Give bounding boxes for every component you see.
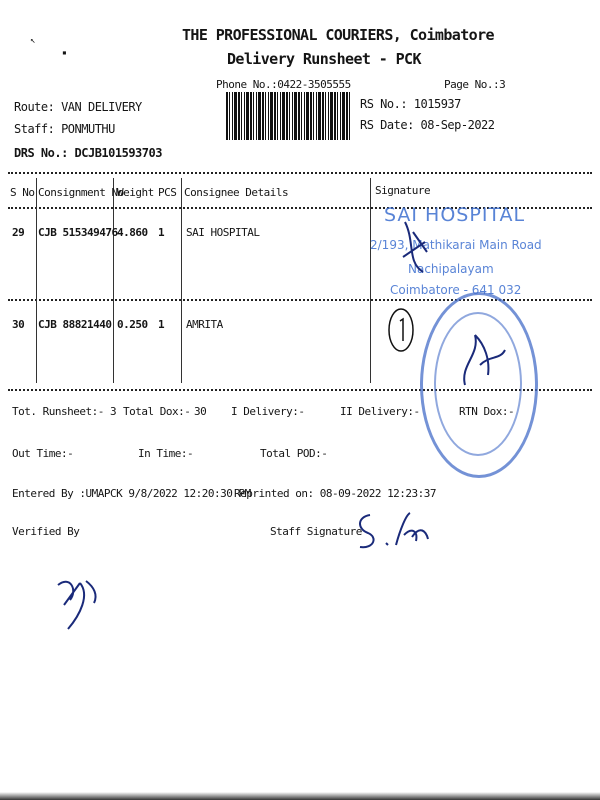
- i-delivery: I Delivery:-: [231, 405, 305, 418]
- rtn-dox: RTN Dox:-: [459, 405, 515, 418]
- stamp-address-line1: 2/193, Mathikarai Main Road: [370, 238, 542, 252]
- column-divider: [181, 178, 182, 383]
- verifier-signature-mark: [50, 565, 110, 635]
- total-dox-value: 30: [194, 405, 207, 418]
- row-weight: 0.250: [117, 318, 148, 331]
- col-header-consignee: Consignee Details: [184, 186, 289, 199]
- reprinted-on: Reprinted on: 08-09-2022 12:23:37: [234, 487, 437, 500]
- verified-by: Verified By: [12, 525, 80, 538]
- barcode: [226, 92, 352, 140]
- col-header-sno: S No: [10, 186, 35, 199]
- row-consignment: CJB 515349476: [38, 226, 118, 239]
- company-title: THE PROFESSIONAL COURIERS, Coimbatore: [182, 26, 494, 44]
- out-time: Out Time:-: [12, 447, 74, 460]
- row-sno: 29: [12, 226, 25, 239]
- scan-mark: ↖: [30, 36, 36, 46]
- row-pcs: 1: [158, 318, 165, 331]
- column-divider: [113, 178, 114, 383]
- col-header-consignment: Consignment No: [38, 186, 124, 199]
- signature-mark-row29: [395, 212, 445, 282]
- col-header-signature: Signature: [375, 184, 431, 197]
- ii-delivery: II Delivery:-: [340, 405, 420, 418]
- row-sno: 30: [12, 318, 25, 331]
- signature-mark-row30: [450, 315, 510, 395]
- col-header-pcs: PCS: [158, 186, 177, 199]
- row-weight: 4.860: [117, 226, 148, 239]
- route-label: Route: VAN DELIVERY: [14, 100, 142, 114]
- rs-number: RS No.: 1015937: [360, 97, 461, 111]
- row-consignment: CJB 88821440: [38, 318, 112, 331]
- staff-signature-mark: [352, 505, 432, 555]
- table-top-rule: [8, 172, 592, 174]
- stamp-address-line2: Nachipalayam: [408, 262, 494, 276]
- column-divider: [36, 178, 37, 383]
- total-pod: Total POD:-: [260, 447, 328, 460]
- staff-signature-label: Staff Signature: [270, 525, 362, 538]
- col-header-weight: Weight: [117, 186, 154, 199]
- round-seal-mark: [386, 305, 416, 355]
- column-divider: [370, 178, 371, 383]
- document-title: Delivery Runsheet - PCK: [227, 50, 421, 68]
- page-number: Page No.:3: [444, 78, 506, 91]
- row-consignee: SAI HOSPITAL: [186, 226, 260, 239]
- entered-by: Entered By :UMAPCK 9/8/2022 12:20:30 PM: [12, 487, 251, 500]
- stamp-address-line3: Coimbatore - 641 032: [390, 283, 522, 297]
- row-consignee: AMRITA: [186, 318, 223, 331]
- in-time: In Time:-: [138, 447, 194, 460]
- staff-label: Staff: PONMUTHU: [14, 122, 115, 136]
- scan-edge: [0, 792, 600, 800]
- tot-runsheet: Tot. Runsheet:- 3: [12, 405, 117, 418]
- scan-mark: ▪: [62, 48, 67, 57]
- drs-number: DRS No.: DCJB101593703: [14, 146, 162, 160]
- phone-number: Phone No.:0422-3505555: [216, 78, 351, 91]
- rs-date: RS Date: 08-Sep-2022: [360, 118, 495, 132]
- row-pcs: 1: [158, 226, 165, 239]
- stamp-name: SAI HOSPITAL: [384, 204, 526, 226]
- total-dox-label: Total Dox:-: [123, 405, 191, 418]
